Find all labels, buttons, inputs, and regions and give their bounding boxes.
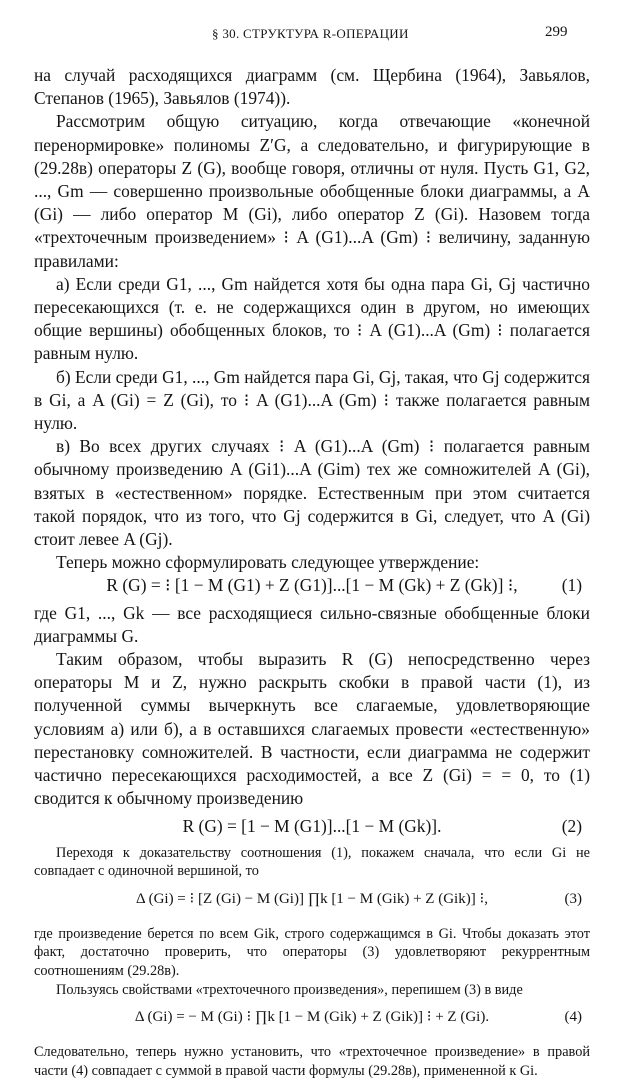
- paragraph: Переходя к доказательству соотношения (1), покажем сначала, что если Gi не совпадает с одиночной вершиной, то: [34, 844, 590, 880]
- running-head: § 30. СТРУКТУРА R-ОПЕРАЦИИ: [212, 26, 409, 41]
- equation-3: [34, 881, 590, 925]
- equation-number: (2): [561, 815, 582, 836]
- equation-4: [34, 999, 590, 1043]
- equation-body: R (G) = ⁝ [1 − M (G1) + Z (G1)]...[1 − M (Gk) + Z (Gk)] ⁝,: [106, 575, 518, 596]
- list-item-b: б) Если среди G1, ..., Gm найдется пара Gi, Gj, такая, что Gj содержится в Gi, а A (Gi) = Z (Gi), то ⁝ A (G1)...A (Gm) ⁝ также полагается равным нулю.: [34, 366, 590, 434]
- equation-body: Δ (Gi) = ⁝ [Z (Gi) − M (Gi)] ∏k [1 − M (Gik) + Z (Gik)] ⁝,: [136, 890, 488, 907]
- list-item-a: а) Если среди G1, ..., Gm найдется хотя бы одна пара Gi, Gj частично пересекающихся (т. е. не содержащихся один в другом, но имеющих общие вершины) обобщенных блоков, то ⁝ A (G1)...A (Gm) ⁝ полагается равным нулю.: [34, 273, 590, 364]
- equation-body: R (G) = [1 − M (G1)]...[1 − M (Gk)].: [182, 815, 442, 836]
- list-item-c: в) Во всех других случаях ⁝ A (G1)...A (Gm) ⁝ полагается равным обычному произведению A (Gi1)...A (Gim) тех же сомножителей A (Gi), взятых в «естественном» порядке. Естественным при этом считается такой порядок, что из того, что Gj содержится в Gi, следует, что A (Gi) стоит левее A (Gj).: [34, 436, 590, 550]
- page-header: [0, 22, 624, 46]
- page-text: [34, 64, 590, 1080]
- equation-body: Δ (Gi) = − M (Gi) ⁝ ∏k [1 − M (Gik) + Z (Gik)] ⁝ + Z (Gi).: [134, 1009, 490, 1026]
- paragraph: Таким образом, чтобы выразить R (G) непосредственно через операторы M и Z, нужно раскрыть скобки в правой части (1), из полученной суммы вычеркнуть все слагаемые, удовлетворяющие условиям а) или б), а в оставшихся слагаемых провести «естественную» перестановку сомножителей. В частности, если диаграмма не содержит частично пересекающихся расходимостей, а все Z (Gi) = = 0, то (1) сводится к обычному произведению: [34, 649, 590, 809]
- paragraph: Теперь можно сформулировать следующее утверждение:: [56, 552, 480, 573]
- paragraph: Пользуясь свойствами «трехточечного произведения», перепишем (3) в виде: [56, 981, 523, 998]
- equation-number: (3): [564, 890, 582, 907]
- equation-number: (4): [564, 1009, 582, 1026]
- equation-2: [34, 815, 590, 838]
- paragraph: Следовательно, теперь нужно установить, что «трехточечное произведение» в правой части (4) совпадает с суммой в правой части формулы (29.28в), примененной к Gi.: [34, 1044, 590, 1079]
- page-number: 299: [545, 24, 568, 40]
- paragraph: Рассмотрим общую ситуацию, когда отвечающие «конечной перенормировке» полиномы Z′G, а следовательно, и фигурирующие в (29.28в) операторы Z (G), вообще говоря, отличны от нуля. Пусть G1, G2, ..., Gm — совершенно произвольные обобщенные блоки диаграммы, а A (Gi) — либо оператор M (Gi), либо оператор Z (Gi). Назовем тогда «трехточечным произведением» ⁝ A (G1)...A (Gm) ⁝ величину, заданную правилами:: [34, 111, 590, 271]
- paragraph: где G1, ..., Gk — все расходящиеся сильно-связные обобщенные блоки диаграммы G.: [34, 602, 590, 646]
- paragraph: где произведение берется по всем Gik, строго содержащимся в Gi. Чтобы доказать этот факт, достаточно проверить, что операторы (3) удовлетворяют рекуррентным соотношениям (29.28в).: [34, 925, 590, 980]
- equation-number: (1): [561, 575, 582, 596]
- equation-1: [34, 574, 590, 597]
- paragraph: на случай расходящихся диаграмм (см. Щербина (1964), Завьялов, Степанов (1965), Завьялов (1974)).: [34, 65, 590, 109]
